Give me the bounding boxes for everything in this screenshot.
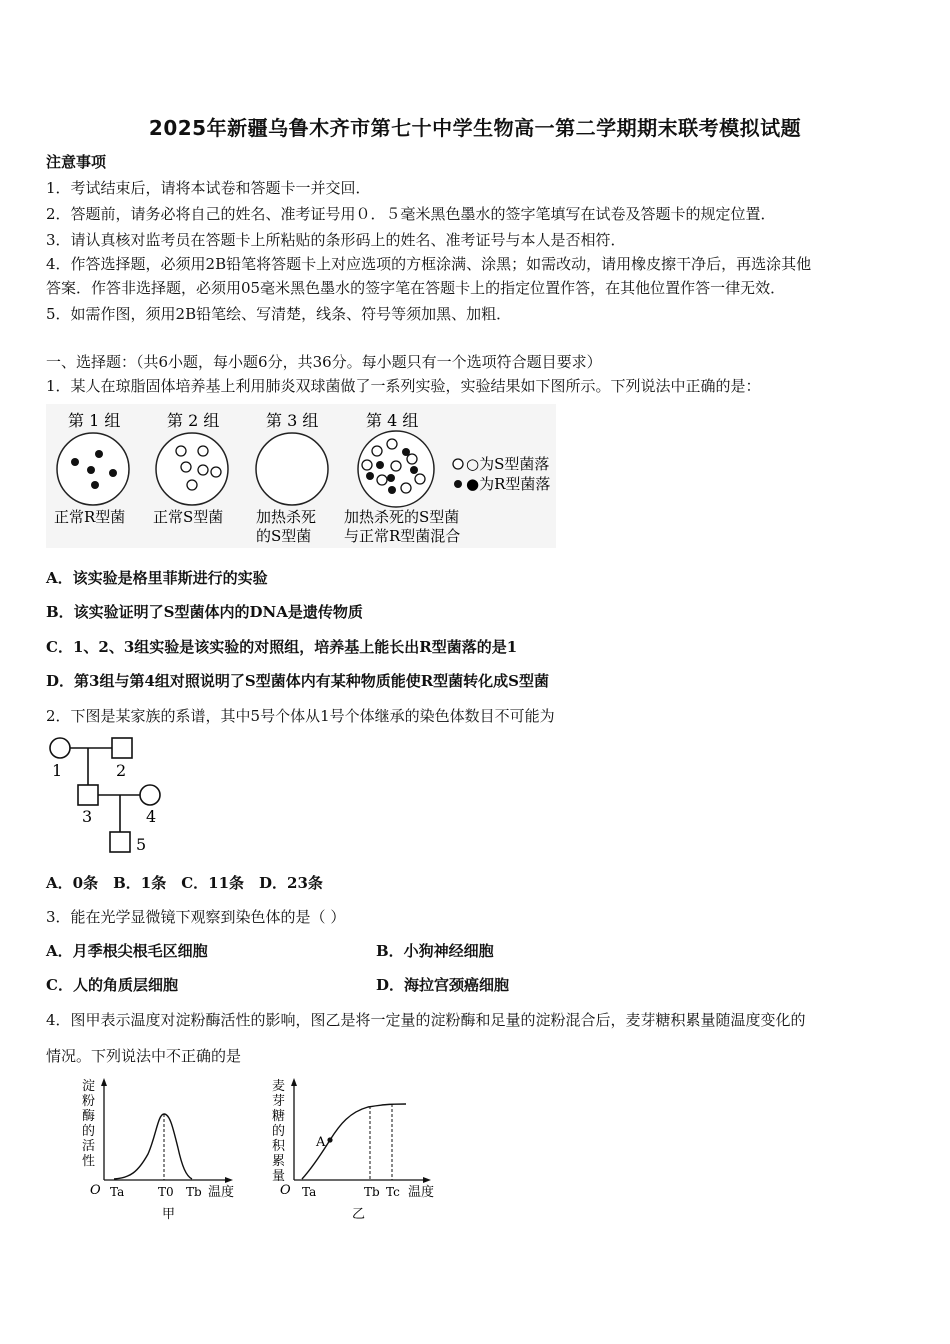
q1-option-a: A．该实验是格里菲斯进行的实验	[46, 569, 268, 587]
tick-label: Tb	[364, 1185, 380, 1199]
plate-caption: 的S型菌	[256, 527, 312, 545]
notice-item: 2．答题前，请务必将自己的姓名、准考证号用０．５毫米黑色墨水的签字笔填写在试卷及答题卡的规定位置．	[46, 205, 776, 223]
q2-options: A．0条 B．1条 C．11条 D．23条	[46, 874, 323, 892]
svg-text:积: 积	[272, 1139, 286, 1154]
q4-figure-jia	[78, 1076, 246, 1224]
individual-4	[140, 785, 160, 805]
notice-item: 1．考试结束后，请将本试卷和答题卡一并交回．	[46, 179, 371, 197]
pedigree-label: 5	[136, 835, 147, 854]
question-4-stem-cont: 情况。下列说法中不正确的是	[46, 1047, 242, 1065]
svg-text:累: 累	[272, 1154, 286, 1169]
q1-option-d: D．第3组与第4组对照说明了S型菌体内有某种物质能使R型菌转化成S型菌	[46, 672, 550, 690]
q1-culture-figure	[46, 404, 556, 548]
legend-s-symbol	[453, 459, 463, 469]
legend-r: ●为R型菌落	[466, 475, 551, 493]
group-label: 第 4 组	[366, 411, 419, 430]
tick-label: Ta	[302, 1185, 317, 1199]
question-4-stem: 4．图甲表示温度对淀粉酶活性的影响，图乙是将一定量的淀粉酶和足量的淀粉混合后，麦芽糖积累量随温度变化的	[46, 1011, 806, 1029]
tick-label: Tc	[386, 1185, 400, 1199]
origin-label: O	[280, 1183, 291, 1198]
origin-label: O	[90, 1183, 101, 1198]
svg-text:麦: 麦	[272, 1079, 286, 1094]
svg-text:淀: 淀	[82, 1079, 96, 1094]
notice-item: 5．如需作图，须用2B铅笔绘、写清楚，线条、符号等须加黑、加粗．	[46, 305, 512, 323]
figure-caption: 甲	[162, 1207, 176, 1222]
figure-caption: 乙	[352, 1207, 366, 1222]
plate-caption: 正常R型菌	[54, 508, 126, 526]
x-axis-label: 温度	[408, 1185, 435, 1200]
tick-label: Ta	[110, 1185, 125, 1199]
x-axis-label: 温度	[208, 1185, 235, 1200]
q3-option-a: A．月季根尖根毛区细胞	[46, 942, 208, 960]
pedigree-label: 1	[52, 761, 63, 780]
q3-option-b: B．小狗神经细胞	[376, 942, 494, 960]
q1-option-c: C．1、2、3组实验是该实验的对照组，培养基上能长出R型菌落的是1	[46, 638, 518, 656]
q1-option-b: B．该实验证明了S型菌体内的DNA是遗传物质	[46, 603, 363, 621]
group-label: 第 2 组	[167, 411, 220, 430]
question-3-stem: 3．能在光学显微镜下观察到染色体的是（ ）	[46, 908, 346, 926]
legend-r-symbol	[454, 480, 462, 488]
legend-s: ○为S型菌落	[466, 455, 550, 473]
pedigree-label: 2	[116, 761, 127, 780]
page-title: 2025年新疆乌鲁木齐市第七十中学生物高一第二学期期末联考模拟试题	[148, 116, 802, 140]
svg-text:量: 量	[272, 1169, 286, 1184]
notice-heading: 注意事项	[46, 153, 107, 171]
pedigree-label: 3	[82, 807, 93, 826]
tick-label: T0	[158, 1185, 174, 1199]
y-axis-label	[272, 1078, 286, 1184]
q4-figure-yi	[268, 1076, 444, 1224]
point-label: A	[316, 1135, 326, 1150]
pedigree-label: 4	[146, 807, 157, 826]
notice-item: 3．请认真核对监考员在答题卡上所粘贴的条形码上的姓名、准考证号与本人是否相符．	[46, 231, 626, 249]
svg-text:性: 性	[82, 1154, 96, 1169]
q2-pedigree	[46, 734, 176, 858]
group-label: 第 1 组	[68, 411, 121, 430]
individual-3	[78, 785, 98, 805]
question-2-stem: 2．下图是某家族的系谱，其中5号个体从1号个体继承的染色体数目不可能为	[46, 707, 555, 725]
notice-item: 答案．作答非选择题，必须用05毫米黑色墨水的签字笔在答题卡上的指定位置作答，在其他位置作答一律无效．	[46, 279, 786, 297]
svg-text:的: 的	[272, 1124, 286, 1139]
q3-option-c: C．人的角质层细胞	[46, 976, 178, 994]
q3-option-d: D．海拉宫颈癌细胞	[376, 976, 510, 994]
question-1-stem: 1．某人在琼脂固体培养基上利用肺炎双球菌做了一系列实验，实验结果如下图所示。下列说法中正确的是：	[46, 377, 761, 395]
plate-caption: 加热杀死	[256, 508, 317, 526]
tick-label: Tb	[186, 1185, 202, 1199]
plate-caption: 正常S型菌	[153, 508, 224, 526]
activity-curve	[114, 1114, 192, 1179]
plate-caption: 加热杀死的S型菌	[344, 508, 460, 526]
notice-item: 4．作答选择题，必须用2B铅笔将答题卡上对应选项的方框涂满、涂黑；如需改动，请用橡皮擦干净后，再选涂其他	[46, 255, 812, 273]
svg-text:糖: 糖	[272, 1109, 286, 1124]
individual-5	[110, 832, 130, 852]
point-a	[327, 1137, 332, 1142]
y-axis-label	[82, 1078, 95, 1169]
petri-dish-3	[256, 433, 328, 505]
individual-2	[112, 738, 132, 758]
svg-text:活: 活	[82, 1139, 96, 1154]
individual-1	[50, 738, 70, 758]
svg-text:芽: 芽	[272, 1094, 286, 1109]
svg-text:粉: 粉	[82, 1094, 96, 1109]
svg-text:的: 的	[82, 1124, 96, 1139]
plate-caption: 与正常R型菌混合	[344, 527, 461, 545]
section-heading: 一、选择题：（共6小题，每小题6分，共36分。每小题只有一个选项符合题目要求）	[46, 353, 602, 371]
group-label: 第 3 组	[266, 411, 319, 430]
svg-text:酶: 酶	[82, 1109, 96, 1124]
